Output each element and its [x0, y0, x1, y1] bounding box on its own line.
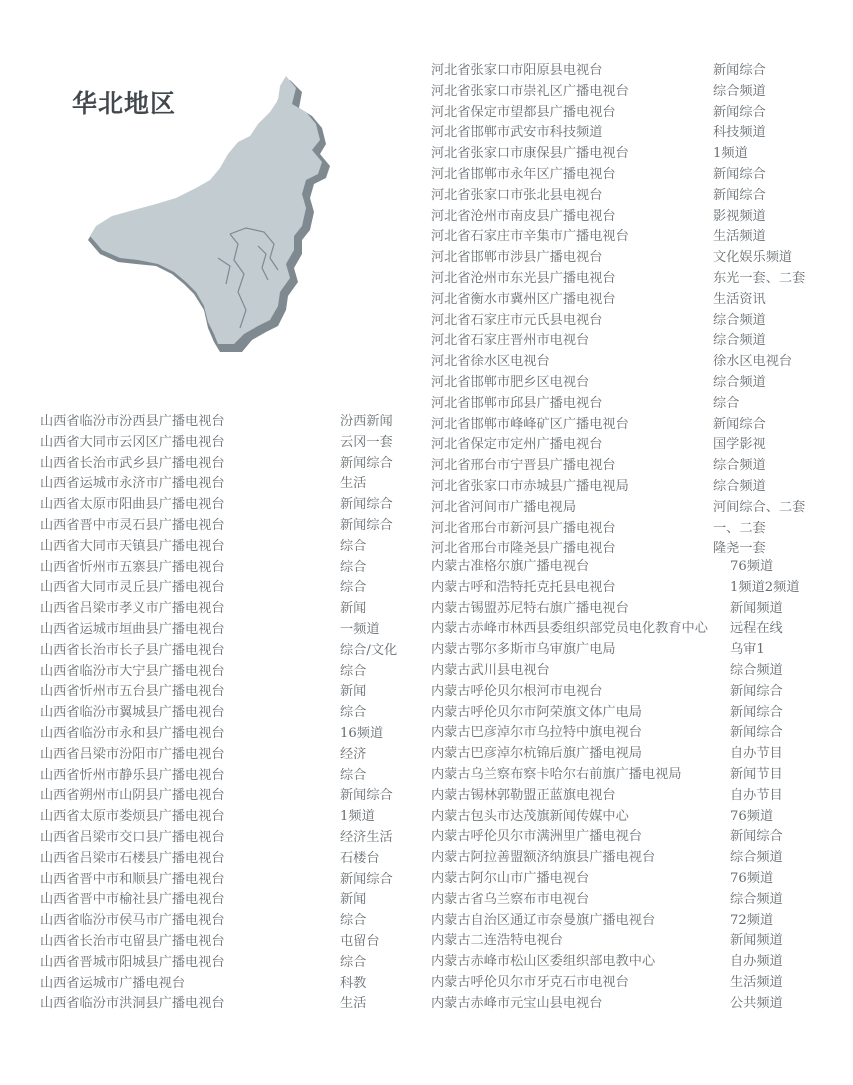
channel-name: 科技频道	[713, 125, 766, 141]
station-name: 山西省临汾市翼城县广播电视台	[40, 705, 225, 721]
channel-name: 综合	[340, 954, 367, 970]
channel-name: 综合	[340, 705, 367, 721]
channel-name: 影视频道	[713, 208, 766, 224]
station-name: 内蒙古锡林郭勒盟正蓝旗电视台	[431, 787, 616, 803]
channel-name: 生活	[340, 996, 367, 1012]
channel-name: 云冈一套	[340, 434, 393, 450]
channel-name: 隆尧一套	[713, 541, 766, 557]
station-name: 山西省大同市灵丘县广播电视台	[40, 580, 225, 596]
station-name: 山西省大同市天镇县广播电视台	[40, 538, 225, 554]
channel-name: 综合	[713, 395, 740, 411]
station-name: 山西省忻州市静乐县广播电视台	[40, 767, 225, 783]
station-name: 内蒙古省乌兰察布市电视台	[431, 891, 590, 907]
channel-name: 石楼台	[340, 850, 380, 866]
channel-name: 徐水区电视台	[713, 354, 793, 370]
station-name: 内蒙古武川县电视台	[431, 662, 550, 678]
station-name: 内蒙古锡盟苏尼特右旗广播电视台	[431, 600, 629, 616]
station-name: 河北省邯郸市肥乡区电视台	[431, 374, 590, 390]
station-name: 河北省张家口市阳原县电视台	[431, 63, 603, 78]
channel-name: 一频道	[340, 621, 380, 637]
station-name: 山西省朔州市山阴县广播电视台	[40, 788, 225, 804]
channel-name: 综合频道	[730, 662, 783, 678]
channel-name: 综合频道	[730, 850, 783, 866]
station-name: 河北省石家庄市辛集市广播电视台	[431, 229, 629, 245]
station-name: 山西省大同市云冈区广播电视台	[40, 434, 225, 450]
channel-name: 综合/文化	[340, 642, 398, 658]
channel-name: 新闻综合	[340, 871, 393, 887]
channel-name: 新闻综合	[340, 497, 393, 513]
channel-name: 综合	[340, 559, 367, 575]
station-name: 山西省临汾市洪洞县广播电视台	[40, 996, 225, 1012]
station-name: 山西省临汾市侯马市广播电视台	[40, 913, 225, 929]
channel-name: 综合频道	[713, 478, 766, 494]
station-name: 山西省太原市阳曲县广播电视台	[40, 497, 225, 513]
station-name: 河北省邢台市新河县广播电视台	[431, 520, 616, 536]
channel-name: 新闻节目	[730, 766, 783, 782]
channel-name: 综合频道	[713, 333, 766, 349]
station-name: 内蒙古乌兰察布察卡哈尔右前旗广播电视局	[431, 766, 682, 782]
station-name: 河北省石家庄晋州市电视台	[431, 333, 590, 349]
channel-name: 乌审1	[730, 642, 765, 658]
station-name: 河北省邯郸市永年区广播电视台	[431, 166, 616, 182]
channel-name: 新闻频道	[730, 933, 783, 949]
channel-name: 生活	[340, 476, 367, 492]
channel-name: 国学影视	[713, 437, 766, 453]
channel-name: 综合	[340, 580, 367, 596]
station-name: 山西省长治市屯留县广播电视台	[40, 933, 225, 949]
station-name: 山西省临汾市大宁县广播电视台	[40, 663, 225, 679]
station-name: 河北省邢台市隆尧县广播电视台	[431, 541, 616, 557]
station-name: 河北省张家口市赤城县广播电视局	[431, 478, 629, 494]
station-name: 内蒙古鄂尔多斯市乌审旗广电局	[431, 642, 616, 658]
channel-name: 综合频道	[713, 374, 766, 390]
channel-name: 河间综合、二套	[713, 499, 806, 515]
station-name: 山西省太原市娄烦县广播电视台	[40, 809, 225, 825]
channel-name: 综合频道	[713, 83, 766, 99]
channel-name: 综合	[340, 767, 367, 783]
station-name: 河北省邯郸市邱县广播电视台	[431, 395, 603, 411]
station-name: 河北省保定市定州广播电视台	[431, 437, 603, 453]
station-name: 河北省张家口市张北县电视台	[431, 187, 603, 203]
station-name: 河北省张家口市崇礼区广播电视台	[431, 83, 629, 99]
station-name: 内蒙古巴彦淖尔杭锦后旗广播电视局	[431, 746, 642, 762]
channel-name: 东光一套、二套	[713, 270, 806, 286]
station-name: 河北省石家庄市元氏县电视台	[431, 312, 603, 328]
station-name: 山西省长治市武乡县广播电视台	[40, 455, 225, 471]
channel-name: 汾西新闻	[340, 414, 393, 429]
inner-mongolia-region-map-icon	[80, 70, 342, 352]
channel-name: 公共频道	[730, 995, 783, 1011]
channel-name: 综合频道	[713, 312, 766, 328]
channel-name: 新闻	[340, 601, 367, 617]
station-name: 内蒙古阿尔山市广播电视台	[431, 870, 590, 886]
channel-name: 1频道	[340, 809, 375, 825]
channel-name: 综合	[340, 663, 367, 679]
channel-name: 生活频道	[730, 974, 783, 990]
channel-name: 新闻频道	[730, 600, 783, 616]
station-name: 内蒙古准格尔旗广播电视台	[431, 559, 590, 574]
station-name: 山西省晋中市和顺县广播电视台	[40, 871, 225, 887]
station-name: 山西省晋中市榆社县广播电视台	[40, 892, 225, 908]
channel-name: 综合频道	[713, 458, 766, 474]
station-name: 山西省忻州市五寨县广播电视台	[40, 559, 225, 575]
station-name: 山西省吕梁市交口县广播电视台	[40, 829, 225, 845]
channel-name: 生活频道	[713, 229, 766, 245]
channel-name: 新闻综合	[730, 683, 783, 699]
channel-name: 屯留台	[340, 933, 380, 949]
region-title: 华北地区	[72, 89, 177, 118]
station-name: 内蒙古赤峰市松山区委组织部电教中心	[431, 954, 656, 970]
channel-name: 76频道	[730, 808, 774, 824]
channel-name: 72频道	[730, 912, 774, 928]
station-name: 河北省邯郸市涉县广播电视台	[431, 250, 603, 266]
channel-name: 新闻综合	[713, 104, 766, 120]
channel-name: 1频道	[713, 146, 748, 162]
channel-name: 新闻综合	[340, 517, 393, 533]
map-surface	[90, 76, 322, 344]
station-name: 内蒙古二连浩特电视台	[431, 933, 563, 949]
channel-name: 新闻综合	[730, 829, 783, 845]
station-name: 山西省忻州市五台县广播电视台	[40, 684, 225, 700]
channel-name: 新闻综合	[340, 455, 393, 471]
station-name: 河北省邯郸市峰峰矿区广播电视台	[431, 416, 629, 432]
channel-name: 76频道	[730, 559, 774, 574]
station-name: 内蒙古阿拉善盟额济纳旗县广播电视台	[431, 850, 656, 866]
station-name: 山西省临汾市汾西县广播电视台	[40, 414, 225, 429]
channel-name: 76频道	[730, 870, 774, 886]
station-name: 山西省运城市垣曲县广播电视台	[40, 621, 225, 637]
station-name: 河北省河间市广播电视局	[431, 499, 577, 515]
channel-name: 综合频道	[730, 891, 783, 907]
channel-name: 新闻综合	[713, 416, 766, 432]
channel-name: 经济	[340, 746, 367, 762]
channel-name: 新闻	[340, 684, 367, 700]
station-name: 内蒙古包头市达茂旗新闻传媒中心	[431, 808, 629, 824]
channel-name: 新闻	[340, 892, 367, 908]
channel-name: 经济生活	[340, 829, 393, 845]
station-name: 河北省保定市望都县广播电视台	[431, 104, 616, 120]
channel-name: 新闻综合	[730, 725, 783, 741]
channel-name: 新闻综合	[730, 704, 783, 720]
station-name: 山西省晋城市阳城县广播电视台	[40, 954, 225, 970]
station-name: 河北省张家口市康保县广播电视台	[431, 146, 629, 162]
station-name: 山西省运城市永济市广播电视台	[40, 476, 225, 492]
station-name: 内蒙古呼伦贝尔根河市电视台	[431, 683, 603, 699]
channel-name: 综合	[340, 538, 367, 554]
channel-name: 远程在线	[730, 621, 783, 637]
channel-name: 综合	[340, 913, 367, 929]
station-name: 内蒙古呼和浩特托克托县电视台	[431, 579, 616, 595]
station-name: 内蒙古呼伦贝尔市满洲里广播电视台	[431, 829, 642, 845]
station-name: 内蒙古赤峰市林西县委组织部党员电化教育中心	[431, 621, 708, 637]
channel-name: 16频道	[340, 725, 384, 741]
channel-name: 科教	[340, 975, 367, 991]
channel-name: 文化娱乐频道	[713, 250, 793, 266]
station-name: 河北省沧州市南皮县广播电视台	[431, 208, 616, 224]
station-name: 山西省吕梁市汾阳市广播电视台	[40, 746, 225, 762]
station-name: 山西省吕梁市孝义市广播电视台	[40, 601, 225, 617]
channel-name: 自办节目	[730, 787, 783, 803]
channel-name: 生活资讯	[713, 291, 766, 307]
channel-name: 新闻综合	[340, 788, 393, 804]
station-name: 山西省晋中市灵石县广播电视台	[40, 517, 225, 533]
station-name: 内蒙古呼伦贝尔市牙克石市电视台	[431, 974, 629, 990]
station-name: 河北省邢台市宁晋县广播电视台	[431, 458, 616, 474]
channel-name: 一、二套	[713, 520, 766, 536]
station-name: 内蒙古赤峰市元宝山县电视台	[431, 995, 603, 1011]
station-name: 山西省运城市广播电视台	[40, 975, 186, 991]
channel-name: 新闻综合	[713, 63, 766, 78]
station-name: 河北省邯郸市武安市科技频道	[431, 125, 603, 141]
station-name: 山西省吕梁市石楼县广播电视台	[40, 850, 225, 866]
station-name: 山西省临汾市永和县广播电视台	[40, 725, 225, 741]
channel-name: 新闻综合	[713, 187, 766, 203]
station-name: 内蒙古自治区通辽市奈曼旗广播电视台	[431, 912, 656, 928]
station-name: 河北省衡水市冀州区广播电视台	[431, 291, 616, 307]
channel-name: 自办频道	[730, 954, 783, 970]
channel-name: 新闻综合	[713, 166, 766, 182]
station-name: 河北省沧州市东光县广播电视台	[431, 270, 616, 286]
station-name: 内蒙古呼伦贝尔市阿荣旗文体广电局	[431, 704, 642, 720]
station-name: 河北省徐水区电视台	[431, 354, 550, 370]
channel-name: 1频道2频道	[730, 579, 800, 595]
station-name: 山西省长治市长子县广播电视台	[40, 642, 225, 658]
station-name: 内蒙古巴彦淖尔市乌拉特中旗电视台	[431, 725, 642, 741]
channel-name: 自办节目	[730, 746, 783, 762]
